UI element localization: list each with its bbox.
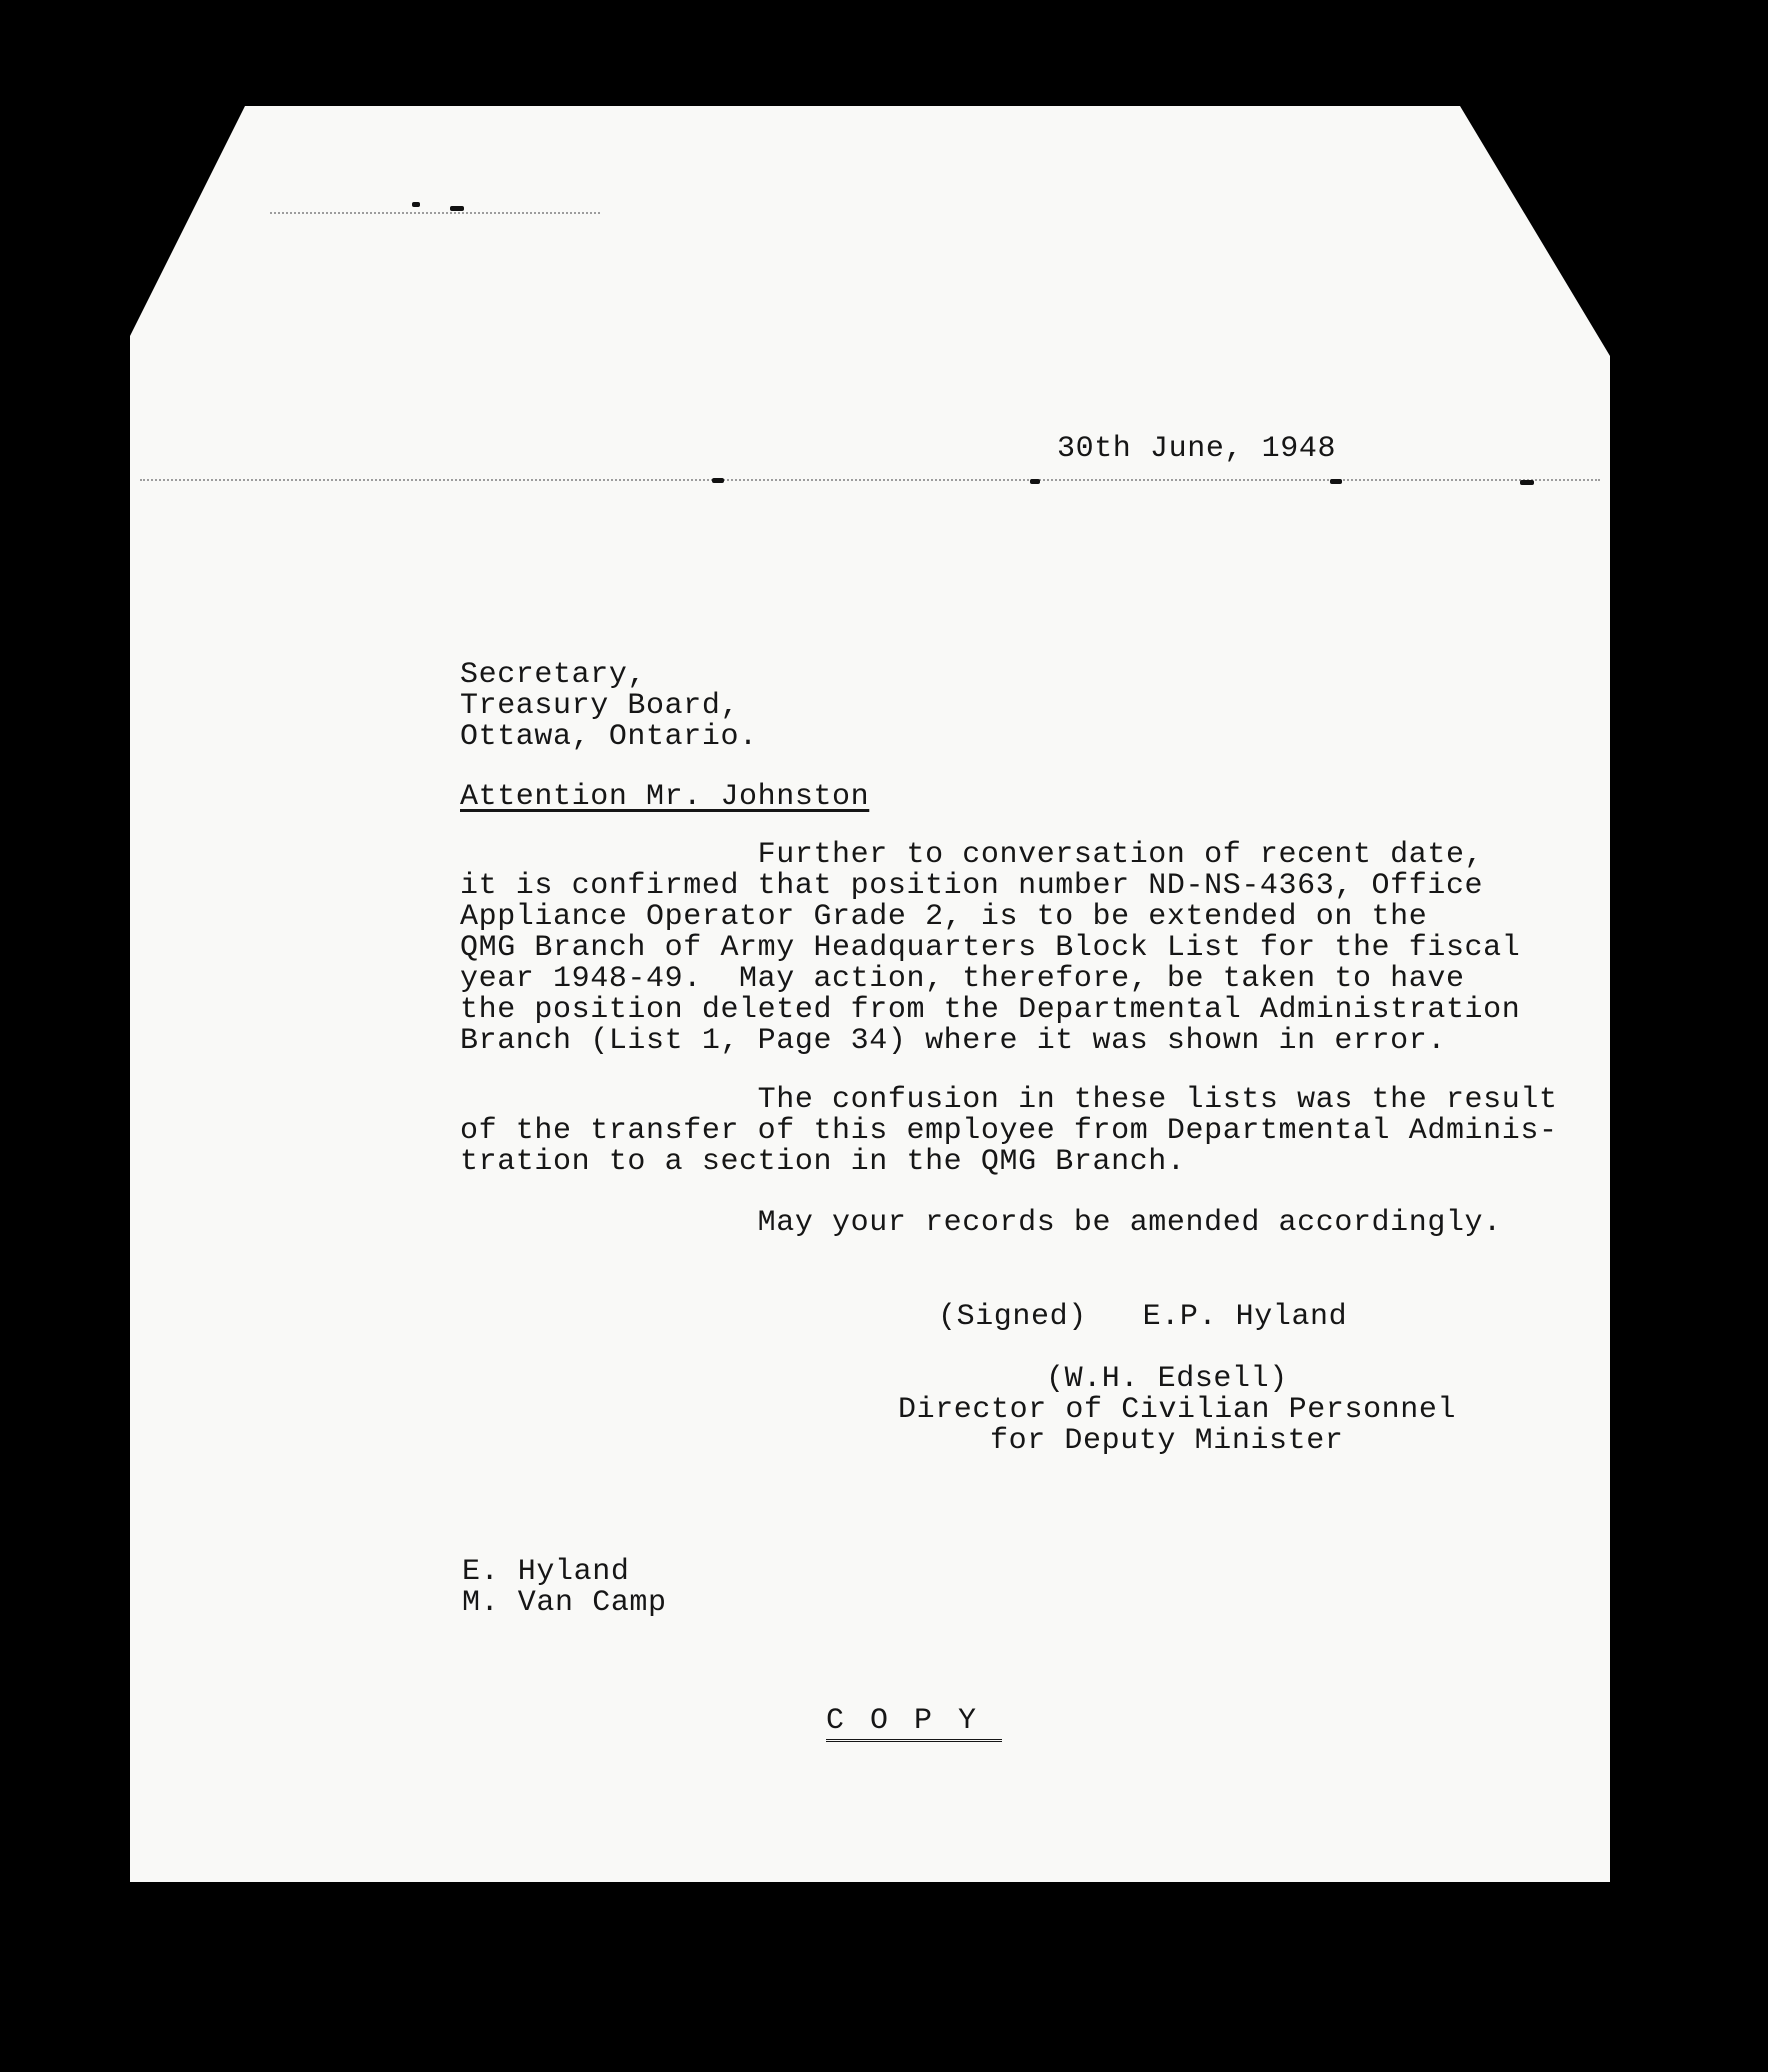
body-line: tration to a section in the QMG Branch.	[460, 1145, 1186, 1179]
fold-mark	[412, 202, 420, 207]
letter-date: 30th June, 1948	[1057, 432, 1337, 466]
fold-mark	[1030, 479, 1040, 484]
recipient-line: Ottawa, Ontario.	[460, 720, 758, 754]
fold-mark	[1330, 479, 1342, 484]
body-line: May your records be amended accordingly.	[460, 1206, 1502, 1240]
body-line: the position deleted from the Departmental Administration	[460, 993, 1521, 1027]
distribution-line: E. Hyland	[462, 1555, 630, 1589]
body-line: Appliance Operator Grade 2, is to be extended on the	[460, 900, 1428, 934]
body-line: year 1948-49. May action, therefore, be taken to have	[460, 962, 1465, 996]
top-fold-line	[270, 212, 600, 214]
recipient-line: Secretary,	[460, 658, 647, 692]
signatory-for: for Deputy Minister	[990, 1424, 1344, 1458]
body-line: of the transfer of this employee from Departmental Adminis-	[460, 1114, 1558, 1148]
body-line: Branch (List 1, Page 34) where it was shown in error.	[460, 1024, 1446, 1058]
fold-mark	[712, 478, 724, 483]
recipient-line: Treasury Board,	[460, 689, 740, 723]
date-fold-line	[140, 479, 1600, 481]
signatory-title: Director of Civilian Personnel	[898, 1393, 1457, 1427]
body-line: Further to conversation of recent date,	[460, 838, 1484, 872]
fold-mark	[1520, 480, 1534, 485]
body-line: QMG Branch of Army Headquarters Block List for the fiscal	[460, 931, 1521, 965]
fold-mark	[450, 206, 464, 211]
signed-line: (Signed) E.P. Hyland	[938, 1300, 1348, 1334]
attention-line: Attention Mr. Johnston	[460, 780, 870, 814]
distribution-line: M. Van Camp	[462, 1586, 667, 1620]
body-line: The confusion in these lists was the result	[460, 1083, 1558, 1117]
body-line: it is confirmed that position number ND-NS-4363, Office	[460, 869, 1484, 903]
signatory-name: (W.H. Edsell)	[1046, 1362, 1288, 1396]
copy-label: COPY	[826, 1706, 1002, 1742]
